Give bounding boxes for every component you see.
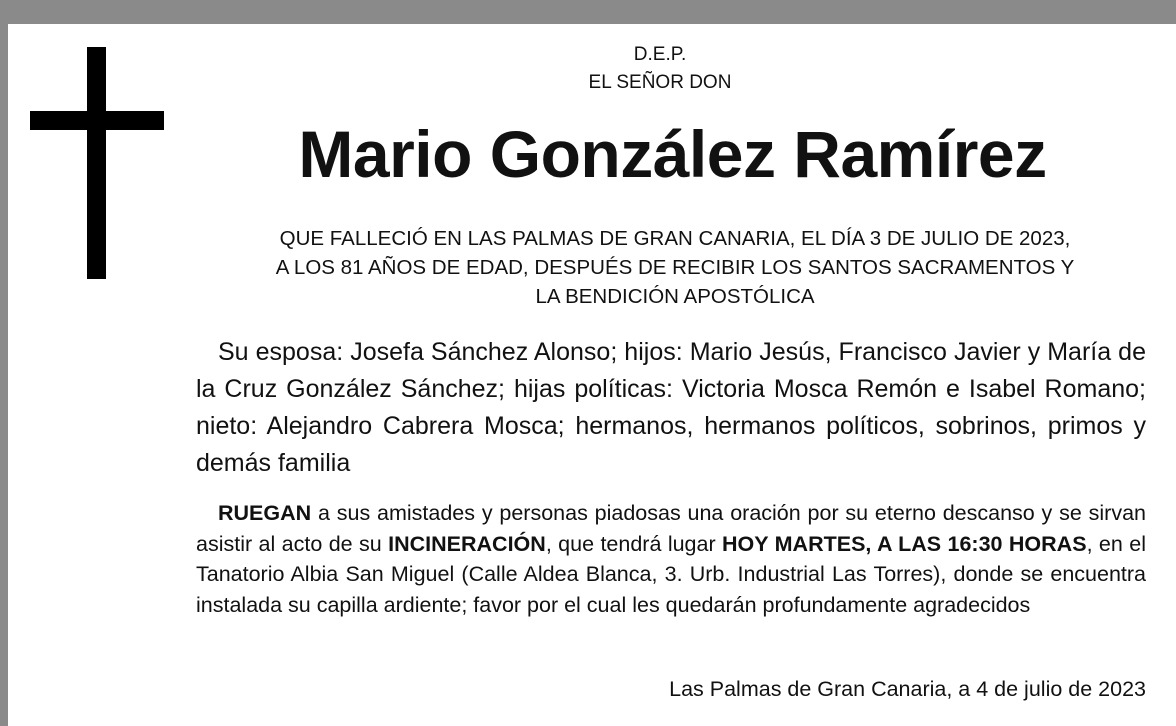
ruegan-text: , en el Tanatorio Albia San Miguel (Calle Aldea Blanca, 3. Urb. Industrial Las Torres), donde se encuentra instalada su capilla ardiente; favor por el cual les quedarán profundamente agradecidos bbox=[196, 531, 1146, 617]
death-announcement bbox=[200, 224, 1150, 311]
cross-icon-crossbar bbox=[30, 111, 164, 130]
deceased-name: Mario González Ramírez bbox=[298, 117, 1047, 191]
honorific: EL SEÑOR DON bbox=[588, 72, 732, 93]
dep-heading: D.E.P. bbox=[633, 44, 687, 65]
ruegan-paragraph bbox=[196, 498, 1146, 620]
ceremony-time: HOY MARTES, A LAS 16:30 HORAS bbox=[722, 531, 1087, 556]
ruegan-bold: RUEGAN bbox=[218, 501, 312, 525]
ruegan-text: a sus amistades y personas piadosas una oración por su eterno descanso y se sirvan asistir al acto de su bbox=[196, 501, 1146, 556]
date-line: Las Palmas de Gran Canaria, a 4 de julio de 2023 bbox=[669, 677, 1146, 701]
cross-icon bbox=[87, 47, 106, 279]
death-line: QUE FALLECIÓ EN LAS PALMAS DE GRAN CANARIA, EL DÍA 3 DE JULIO DE 2023, bbox=[279, 227, 1071, 250]
family-paragraph: Su esposa: Josefa Sánchez Alonso; hijos: Mario Jesús, Francisco Javier y María de la Cruz González Sánchez; hijas políticas: Victoria Mosca Remón e Isabel Romano; nieto: Alejandro Cabrera Mosca; hermanos, hermanos políticos, sobrinos, primos y demás familia bbox=[196, 338, 1146, 477]
death-line: LA BENDICIÓN APOSTÓLICA bbox=[535, 285, 815, 308]
death-line: A LOS 81 AÑOS DE EDAD, DESPUÉS DE RECIBIR LOS SANTOS SACRAMENTOS Y bbox=[275, 256, 1075, 279]
ruegan-text: , que tendrá lugar bbox=[545, 531, 723, 556]
incineracion-bold: INCINERACIÓN bbox=[388, 531, 546, 556]
